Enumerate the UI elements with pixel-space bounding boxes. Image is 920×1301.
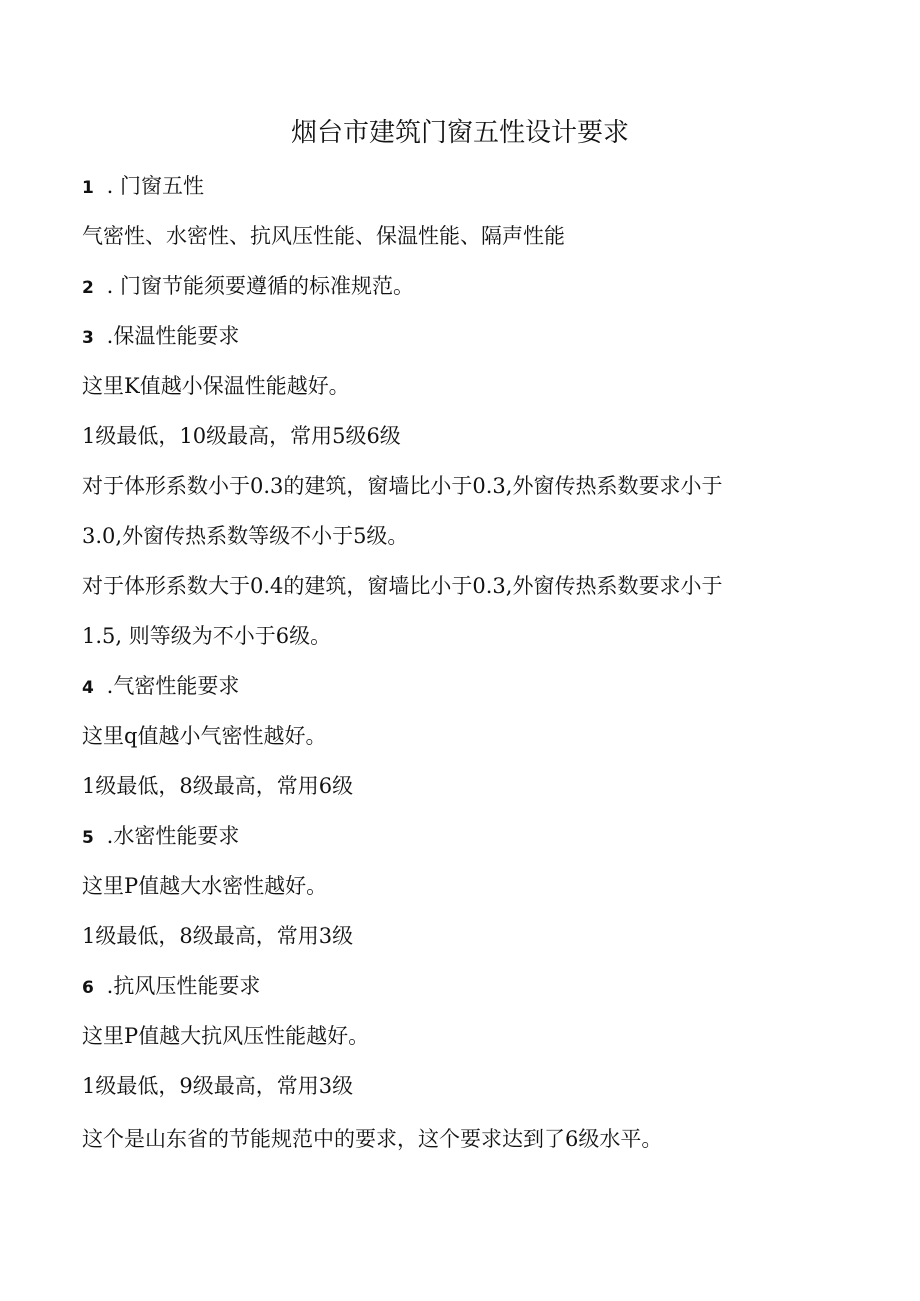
paragraph-line: 1级最低，10级最高，常用5级6级 [82, 424, 401, 448]
paragraph-line: 这里K值越小保温性能越好。 [82, 374, 350, 398]
paragraph-line: 1级最低，8级最高，常用3级 [82, 924, 354, 948]
section-heading-text: . 门窗节能须要遵循的标准规范。 [100, 274, 415, 298]
paragraph-line: 对于体形系数小于0.3的建筑，窗墙比小于0.3,外窗传热系数要求小于 [82, 474, 723, 498]
paragraph-line: 这里P值越大水密性越好。 [82, 874, 328, 898]
document-title: 烟台市建筑门窗五性设计要求 [290, 118, 629, 148]
section-heading-2 [82, 271, 414, 303]
section-heading-6 [82, 971, 260, 1003]
section-heading-4 [82, 671, 239, 703]
section-number: 1 [82, 178, 94, 198]
section-heading-text: . 门窗五性 [100, 174, 205, 198]
paragraph-line: 对于体形系数大于0.4的建筑，窗墙比小于0.3,外窗传热系数要求小于 [82, 574, 723, 598]
paragraph-line: 这里P值越大抗风压性能越好。 [82, 1024, 370, 1048]
paragraph-line: 3.0,外窗传热系数等级不小于5级。 [82, 524, 409, 548]
section-number: 4 [82, 678, 94, 698]
paragraph-line: 1.5, 则等级为不小于6级。 [82, 624, 332, 648]
paragraph-line: 这个是山东省的节能规范中的要求，这个要求达到了6级水平。 [82, 1127, 663, 1151]
section-heading-text: .抗风压性能要求 [100, 974, 261, 998]
paragraph-line: 这里q值越小气密性越好。 [82, 724, 327, 748]
section-heading-1 [82, 171, 204, 203]
section-number: 2 [82, 278, 94, 298]
section-number: 5 [82, 828, 94, 848]
paragraph-line: 1级最低，9级最高，常用3级 [82, 1074, 354, 1098]
section-number: 3 [82, 328, 94, 348]
paragraph-line: 气密性、水密性、抗风压性能、保温性能、隔声性能 [82, 224, 565, 248]
section-number: 6 [82, 978, 94, 998]
paragraph-line: 1级最低，8级最高，常用6级 [82, 774, 354, 798]
section-heading-text: .水密性能要求 [100, 824, 240, 848]
section-heading-3 [82, 321, 239, 353]
section-heading-text: .保温性能要求 [100, 324, 240, 348]
section-heading-5 [82, 821, 239, 853]
section-heading-text: .气密性能要求 [100, 674, 240, 698]
